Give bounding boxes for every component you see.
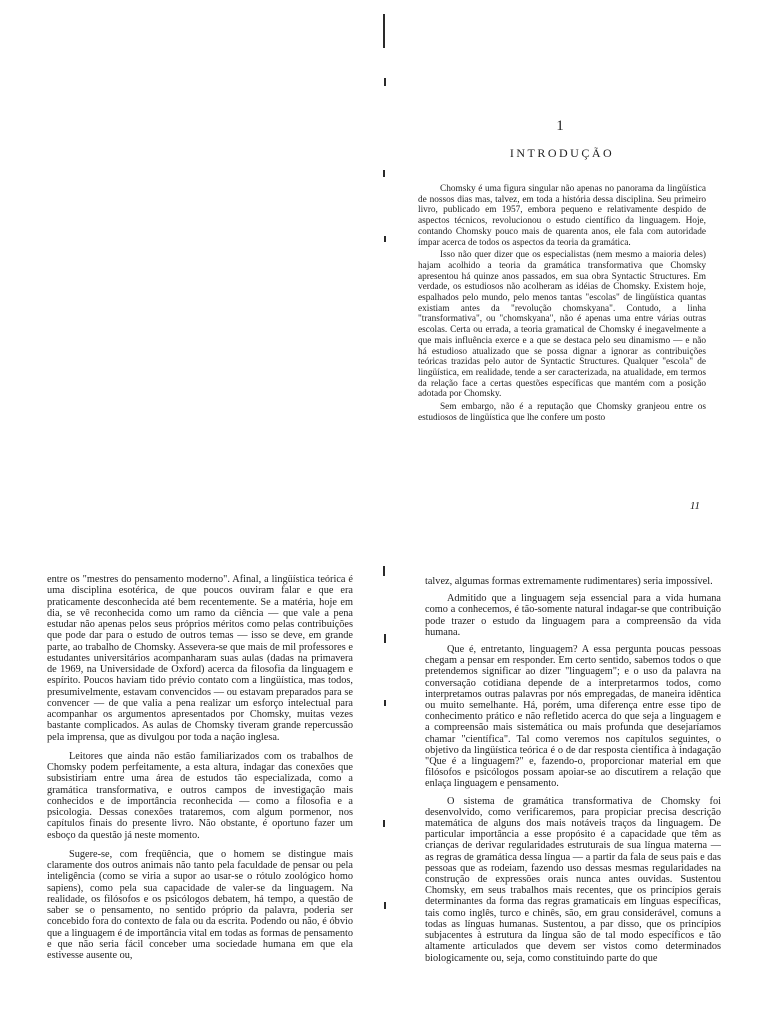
paragraph: O sistema de gramática transformativa de Chomsky foi desenvolvido, como verificaremos, para propiciar precisa descrição matemática de alguns dos mais notáveis traços da linguagem. De particular importância a esse propósito é a capacidade que têm as crianças de derivar regularidades estruturais de sua língua materna — as regras de gramática dessa língua — a partir da fala de seus pais e das pessoas que as rodeiam, fazendo uso dessas mesmas regularidades na construção de expressões orais nunca antes ouvidas. Sustentou Chomsky, em seus trabalhos mais recentes, que os princípios gerais determinantes da forma das regras gramaticais em línguas específicas, tais como inglês, turco e chinês, são, em grau considerável, comuns a todas as línguas humanas. Sustentou, a par disso, que os princípios subjacentes à estrutura da língua são de tal modo específicos e tão altamente articulados que devem ser vistos como determinados biologicamente ou, seja, como constituindo parte do que [425,795,721,964]
paragraph: Leitores que ainda não estão familiarizados com os trabalhos de Chomsky podem perfeitamente, a esta altura, indagar das conexões que subsistiriam entre uma área de estudos tão especializada, como a gramática transformativa, e outros campos de investigação mais conhecidos e de importância reconhecida — como a filosofia e a psicologia. Dessas conexões trataremos, com algum pormenor, nos capítulos finais do presente livro. Não obstante, é oportuno fazer um esboço da questão já neste momento. [47,750,353,841]
paragraph: Que é, entretanto, linguagem? A essa pergunta poucas pessoas chegam a pensar em responder. Em certo sentido, sabemos todos o que pretendemos significar ao dizer "linguagem"; e o uso da palavra na conversação cotidiana depende de a interpretarmos todos, como interpretamos outras palavras por nós empregadas, de maneira idêntica ou muito semelhante. Há, porém, uma diferença entre esse tipo de conhecimento prático e não refletido acerca do que seja a linguagem e a compreensão mais sistemática ou mais profunda que desejaríamos chamar "científica". Tal como veremos nos capítulos seguintes, o objetivo da lingüística teórica é o de dar resposta científica à indagação "Que é a linguagem?" e, fazendo-o, proporcionar material em que filósofos e psicólogos possam apoiar-se ao discutirem a relação que enlaça linguagem e pensamento. [425,644,721,790]
chapter-number: 1 [556,118,564,134]
paragraph: Sugere-se, com freqüência, que o homem se distingue mais claramente dos outros animais não tanto pela faculdade de pensar ou pela inteligência (como se viria a supor ao usar-se o rótulo zoológico homo sapiens), como pela sua capacidade de valer-se da linguagem. Na realidade, os filósofos e os psicólogos debatem, há tempo, a questão de saber se o pensamento, no sentido próprio da palavra, poderia ser concebido fora do contexto de fala ou da escrita. Podendo ou não, é óbvio que a linguagem é de importância vital em todas as formas de pensamento e que não seria fácil conceber uma sociedade humana em que ela estivesse ausente ou, [47,848,353,961]
scan-mark [384,634,386,643]
chapter-title: INTRODUÇÃO [509,146,615,160]
paragraph: Chomsky é uma figura singular não apenas no panorama da lingüística de nossos dias mas, talvez, em toda a história dessa disciplina. Seu primeiro livro, publicado em 1957, embora pequeno e relativamente despido de aspectos técnicos, revolucionou o estudo científico da linguagem. Hoje, contando Chomsky pouco mais de quarenta anos, ele fala com autoridade ímpar acerca de todos os aspectos da teoria da gramática. [418,184,706,248]
paragraph: talvez, algumas formas extremamente rudimentares) seria impossível. [425,576,713,587]
paragraph: Isso não quer dizer que os especialistas (nem mesmo a maioria deles) hajam acolhido a teoria da gramática transformativa que Chomsky apresentou há quinze anos passados, em sua obra Syntactic Structures. Em verdade, os estudiosos não acolheram as idéias de Chomsky. Existem hoje, espalhados pelo mundo, pelo menos tantas "escolas" de lingüística quantas existiam antes da "revolução chomskyana". Contudo, a linha "transformativa", ou "chomskyana", não é apenas uma entre várias outras escolas. Certa ou errada, a teoria gramatical de Chomsky é inegavelmente a que mais influência exerce e a que se destaca pelo seu dinamismo — e não há estudioso atualizado que se possa dignar a ignorar as contribuições teóricas trazidas pelo autor de Syntactic Structures. Qualquer "escola" de lingüística, em realidade, tende a ser caracterizada, na atualidade, em termos da relação face a certas questões específicas que mantém com a posição adotada por Chomsky. [418,250,706,400]
chapter-body [418,184,706,425]
right-page [425,576,721,1024]
paragraph: Sem embargo, não é a reputação que Chomsky granjeou entre os estudiosos de lingüística que lhe confere um posto [418,402,706,423]
scan-mark [384,78,386,86]
scan-mark [384,700,386,706]
scan-mark [384,902,386,909]
scan-mark [383,170,385,177]
scan-mark [383,820,385,827]
paragraph: Admitido que a linguagem seja essencial para a vida humana como a conhecemos, é tão-somente natural indagar-se que contribuição pode trazer o estudo da linguagem para a compreensão da vida humana. [425,593,721,638]
page-number: 11 [689,500,700,512]
chapter-opening-page [418,118,706,518]
scan-mark [384,236,386,242]
scan-mark [383,14,385,48]
left-page [47,574,353,1024]
paragraph: entre os "mestres do pensamento moderno". Afinal, a lingüística teórica é uma disciplina esotérica, de que poucos ouviram falar e que era praticamente desconhecida até bem recentemente. Se a matéria, hoje em dia, se vê reconhecida como um ramo da ciência — que vale a pena estudar não apenas pelos seus próprios méritos como pelas contribuições que pode dar para o estudo de outros temas — isso se deve, em grande parte, ao trabalho de Chomsky. Assevera-se que mais de mil professores e estudantes universitários acompanharam suas aulas (dadas na primavera de 1969, na Universidade de Oxford) acerca da filosofia da linguagem e espírito. Poucos haviam tido prévio contato com a lingüística, mas todos, presumivelmente, estavam convencidos — ou estavam preparados para se convencer — de que valia a pena realizar um esforço intelectual para acompanhar os argumentos apresentados por Chomsky, muitas vezes bastante complicados. As aulas de Chomsky tiveram grande repercussão pela imprensa, que as divulgou por toda a nação inglesa. [47,574,353,743]
scan-mark [383,566,385,576]
